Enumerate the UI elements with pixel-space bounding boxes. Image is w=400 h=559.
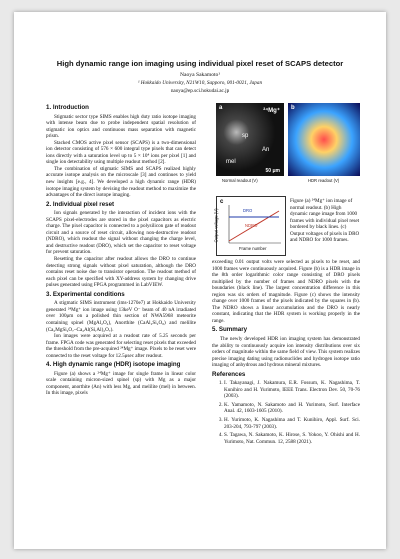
paper-title: High dynamic range ion imaging using individual pixel reset of SCAPS detector	[56, 59, 344, 68]
paragraph: A stigmatic SIMS instrument (ims-1270e7) at Hokkaido University generated ²⁴Mg⁺ ion image using 13keV O⁻ beam of 40 nA irradiated over 100μm on a polished thin section of NWA5968 meteorite containing spinel (MgAl₂O₄), Anorthite (CaAl₂Si₂O₈) and melilite (Ca₂MgSi₂O₇–Ca₂Al(Si,Al)₂O₇).	[46, 300, 196, 333]
section-heading-experimental: 3. Experimental conditions	[46, 290, 125, 298]
axis-label-a: Normal readout (V)	[222, 178, 258, 183]
sp-label: sp	[242, 133, 249, 139]
paragraph: exceeding 0.01 output volts were selected as pixels to be reset, and 1000 frames were continuously acquired. Figure (b) is a HDR image in the 8th order logarithmic color range consisting of DRO pixels multiplied by the number of frames and NDRO pixels with the boundaries (black line). The largest concentration difference in this region was six orders of magnitude. Figure (c) shows the intensity change over 1000 frames of the pixels indicated by the squares in (b). The NDRO shows a linear accumulation and the DRO is nearly constant, indicating that the HDR system is working properly in the range.	[212, 259, 360, 324]
reference-item: 1. I. Takayanagi, J. Nakamura, E.R. Fossum, K. Nagashima, T. Kunihiro and H. Yurimoto, IEEE Trans. Electron Dev. 50, 70-76 (2003).	[224, 380, 360, 400]
email: naoya@ep.sci.hokudai.ac.jp	[170, 88, 230, 94]
dro-label: DRO	[243, 208, 253, 213]
paper-page	[14, 12, 386, 549]
mel-label: mel	[226, 159, 236, 165]
paragraph: The combination of stigmatic SIMS and SCAPS realized highly accurate isotope analysis on the microscale [3] and continues to yield new insights [e.g., 4]. We developed a high dynamic range (HDR) isotope imaging system by devising the readout method to maximize the advantages of the direct isotope imaging.	[46, 165, 196, 199]
an-label: An	[262, 147, 270, 153]
reference-item: 2. K. Yamamoto, N. Sakamoto and H. Yurimoto, Surf. Interface Anal. 42, 1603-1605 (2010).	[224, 402, 360, 415]
mg-label: ²⁴Mg⁺	[263, 108, 280, 114]
panel-label-c: c	[220, 199, 224, 205]
reference-list	[212, 380, 360, 445]
right-column	[212, 259, 360, 447]
figure-panel-c	[213, 196, 286, 256]
section-heading-hdr: 4. High dynamic range (HDR) isotope imaging	[46, 361, 181, 369]
section-heading-pixel-reset: 2. Individual pixel reset	[46, 200, 115, 208]
figure-panel-b	[288, 103, 360, 176]
panel-label-a: a	[219, 105, 223, 111]
paragraph: The newly developed HDR ion imaging system has demonstrated the ability to continuously acquire ion intensity distributions over six orders of magnitude within the same field of view. This system realizes precise imaging dating using radionuclides and hydrogen isotope ratio imaging of anhydrous and hydrous mineral mixtures.	[212, 336, 360, 369]
reference-item: 4. S. Tagawa, N. Sakamoto, K. Hirose, S. Yokoo, Y. Ohishi and H. Yurimoto, Nat. Commun. 12, 2588 (2021).	[224, 432, 360, 445]
paragraph: Resetting the capacitor after readout allows the DRO to continue detecting strong signals without pixel saturation, although the DRO contains reset noise due to transistor operation. The readout method of each pixel can be specified with XY-address system by changing drive pulses generated using FPGA programmed in LabVIEW.	[46, 256, 196, 289]
figure-caption: Figure (a) ²⁴Mg⁺ ion image of normal readout. (b) High dynamic range image from 1000 frames with individual pixel reset bordered by black lines. (c) Output voltages of pixels in DRO and NDRO for 1000 frames.	[290, 198, 360, 244]
axis-label-b: HDR readout (V)	[308, 178, 340, 183]
figure-panel-a	[216, 103, 284, 176]
ndro-label: NDRO	[245, 223, 258, 228]
affiliation: ¹ Hokkaido University, N21W10, Sapporo, 001-0021, Japan	[137, 80, 263, 86]
scale-bar-label: 50 μm	[265, 168, 280, 174]
paragraph: Stacked CMOS active pixel sensor (SCAPS) is a two-dimensional ion detector consisting of 576 × 600 integral type pixels that can detect ions directly with a saturation level up to 5 × 10⁴ ions per pixel [1] and single ion detectability using multiple readout method [2].	[46, 139, 196, 166]
reference-item: 3. H. Yurimoto, K. Nagashima and T. Kunihiro, Appl. Surf. Sci. 203-204, 793-797 (2003).	[224, 417, 360, 430]
paragraph: Figure (a) shows a ²⁴Mg⁺ image for single frame in linear color scale containing micron-sized spinel (sp) with Mg as a major component, anorthite (An) with less Mg, and melilite (mel) in between. In this image, pixels	[46, 370, 196, 397]
author: Naoya Sakamoto¹	[179, 72, 221, 78]
figure	[212, 100, 362, 260]
left-column	[46, 102, 196, 397]
panel-label-b: b	[291, 105, 295, 111]
section-heading-introduction: 1. Introduction	[46, 104, 89, 111]
paragraph: Ion signals generated by the interaction of incident ions with the SCAPS pixel-electrodes are stored in the pixel capacitors as electric charge. The pixel capacitor is connected to a polysilicon gate of readout circuit and a source of reset circuit, allowing non-destructive readout (NDRO), which readout the signal without changing the charge level, and destructive readout (DRO), which set the capacitor to reset voltage for prevent saturation.	[46, 210, 196, 256]
paragraph: Stigmatic sector type SIMS enables high duty ratio isotope imaging with intense beam due to probe independent spatial resolution of stigmatic ion optics and continuous mass separation with magnetic prism.	[46, 113, 196, 140]
section-heading-summary: 5. Summary	[212, 326, 248, 334]
x-axis-label: Frame number	[239, 246, 267, 251]
section-heading-references: References	[212, 370, 246, 378]
paragraph: Ion images were acquired at a readout rate of 5.25 seconds per frame. FPGA code was generated for selecting reset pixels that exceeded the threshold from the pre-acquired ²⁴Mg⁺ image. Pixels to be reset were connected to the reset voltage for 12.5μsec after readout.	[46, 333, 196, 359]
y-axis-label: Output voltage (V)	[213, 208, 219, 243]
